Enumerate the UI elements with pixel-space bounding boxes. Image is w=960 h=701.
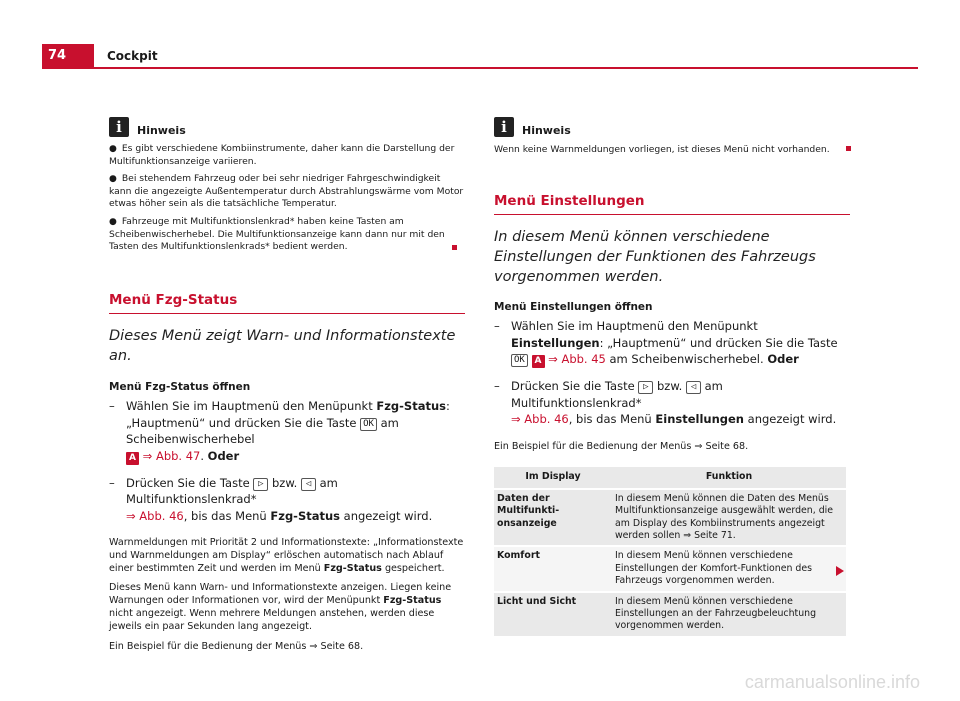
- section-einstellungen: [494, 193, 850, 638]
- note-header: [109, 117, 465, 137]
- info-icon: i: [109, 117, 129, 137]
- ok-key: OK: [360, 418, 377, 431]
- note-bullet: ● Bei stehendem Fahrzeug oder bei sehr niedriger Fahrgeschwindigkeit kann die angezeigte Außentemperatur durch Abstrahlungswärme vom Motor etwas höher sein als die tatsächliche Temperatur.: [109, 173, 464, 210]
- step-1: – Wählen Sie im Hauptmenü den Menüpunkt Einstellungen: „Hauptmenü“ und drücken Sie die Taste OK A ⇒ Abb. 45 am Scheibenwischerhebel. Oder: [494, 319, 838, 366]
- table-cell: In diesem Menü können verschiedene Einstellungen der Komfort-Funktionen des Fahrzeugs vorgenommen werden.: [612, 546, 846, 591]
- section-fzg-status: [109, 292, 465, 653]
- step-2: – Drücken Sie die Taste ▷ bzw. ◁ am Multifunktionslenkrad* ⇒ Abb. 46, bis das Menü Fzg-Status angezeigt wird.: [109, 475, 433, 523]
- right-arrow-key: ▷: [638, 381, 653, 394]
- paragraph: Dieses Menü kann Warn- und Informationstexte anzeigen. Liegen keine Warnungen oder Informationen vor, wird der Menüpunkt Fzg-Status nicht angezeigt. Wenn mehrere Meldungen anstehen, werden diese jeweils ein paar Sekunden lang angezeigt.: [109, 582, 452, 632]
- table-cell: Daten der Multifunkti-onsanzeige: [494, 489, 612, 547]
- continue-arrow-icon: [836, 566, 844, 576]
- section-subtitle: Dieses Menü zeigt Warn- und Informationstexte an.: [109, 328, 456, 364]
- right-note: [494, 117, 850, 157]
- ok-key: OK: [511, 354, 528, 367]
- paragraph: Warnmeldungen mit Priorität 2 und Informationstexte: „Informationstexte und Warnmeldungen am Display“ erlöschen automatisch nach Ablauf einer bestimmten Zeit und werden im Menü Fzg-Status gespeichert.: [109, 537, 464, 574]
- section-title: Menü Einstellungen: [494, 193, 850, 215]
- callout-a: A: [126, 452, 139, 465]
- figure-link[interactable]: ⇒ Abb. 46: [126, 508, 184, 523]
- figure-link[interactable]: ⇒ Abb. 45: [548, 352, 606, 366]
- step-2: – Drücken Sie die Taste ▷ bzw. ◁ am Multifunktionslenkrad* ⇒ Abb. 46, bis das Menü Einstellungen angezeigt wird.: [494, 379, 837, 426]
- page-number: 74: [42, 44, 94, 68]
- callout-a: A: [532, 355, 545, 368]
- menu-table: [494, 467, 846, 637]
- figure-link[interactable]: ⇒ Abb. 47: [142, 448, 201, 463]
- note-header: [494, 117, 850, 137]
- note-title: Hinweis: [137, 124, 186, 137]
- table-cell: In diesem Menü können verschiedene Einstellungen an der Fahrzeugbeleuchtung vorgenommen werden.: [612, 592, 846, 637]
- right-arrow-key: ▷: [253, 478, 268, 491]
- page-reference: Ein Beispiel für die Bedienung der Menüs ⇒ Seite 68.: [494, 440, 749, 452]
- watermark: carmanualsonline.info: [744, 672, 920, 692]
- open-heading: Menü Einstellungen öffnen: [494, 301, 653, 313]
- column-header: Funktion: [612, 467, 846, 488]
- note-text: Wenn keine Warnmeldungen vorliegen, ist dieses Menü nicht vorhanden.: [494, 144, 830, 155]
- section-subtitle: In diesem Menü können verschiedene Einstellungen der Funktionen des Fahrzeugs vorgenommen werden.: [494, 229, 816, 285]
- header-rule: [42, 67, 918, 69]
- figure-link[interactable]: ⇒ Abb. 46: [511, 412, 569, 426]
- open-heading: Menü Fzg-Status öffnen: [109, 381, 251, 393]
- table-cell: In diesem Menü können die Daten des Menüs Multifunktionsanzeige ausgewählt werden, die am Display des Kombiinstruments angezeigt werden sollen ⇒ Seite 71.: [612, 489, 846, 547]
- info-icon: i: [494, 117, 514, 137]
- section-end-mark: [846, 146, 851, 151]
- left-arrow-key: ◁: [686, 381, 701, 394]
- left-note: [109, 117, 465, 254]
- note-bullet: ● Es gibt verschiedene Kombiinstrumente, daher kann die Darstellung der Multifunktionsanzeige variieren.: [109, 143, 455, 167]
- column-header: Im Display: [494, 467, 612, 488]
- table-row: [494, 546, 846, 591]
- table-cell: Komfort: [494, 546, 612, 591]
- chapter-title: Cockpit: [107, 49, 158, 63]
- section-title: Menü Fzg-Status: [109, 292, 465, 314]
- step-1: – Wählen Sie im Hauptmenü den Menüpunkt Fzg-Status: „Hauptmenü“ und drücken Sie die Taste OK am Scheibenwischerhebel A ⇒ Abb. 47. Oder: [109, 399, 450, 463]
- note-bullet: ● Fahrzeuge mit Multifunktionslenkrad* haben keine Tasten am Scheibenwischerhebel. Die Multifunktionsanzeige kann dann nur mit den Tasten des Multifunktionslenkrads* bedient werden.: [109, 215, 445, 253]
- section-end-mark: [452, 245, 457, 250]
- table-row: [494, 489, 846, 547]
- table-cell: Licht und Sicht: [494, 592, 612, 637]
- table-row: [494, 592, 846, 637]
- note-title: Hinweis: [522, 124, 571, 137]
- left-arrow-key: ◁: [301, 478, 316, 491]
- page-reference: Ein Beispiel für die Bedienung der Menüs ⇒ Seite 68.: [109, 640, 364, 652]
- table-header-row: [494, 467, 846, 488]
